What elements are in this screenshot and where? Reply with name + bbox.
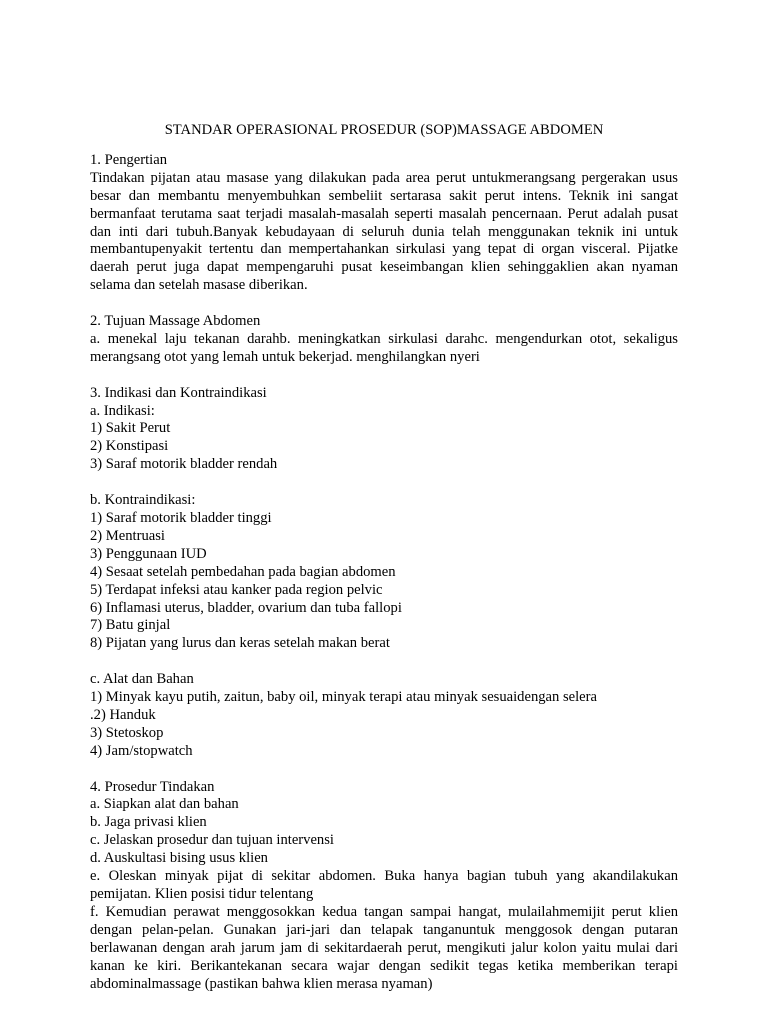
kontraindikasi-heading: b. Kontraindikasi: — [90, 492, 196, 509]
list-item: d. Auskultasi bising usus klien — [90, 850, 268, 867]
list-item: 1) Minyak kayu putih, zaitun, baby oil, minyak terapi atau minyak sesuaidengan selera — [90, 689, 597, 706]
section-pengertian — [90, 152, 678, 295]
list-item: 8) Pijatan yang lurus dan keras setelah makan berat — [90, 635, 390, 652]
prosedur-step-f: f. Kemudian perawat menggosokkan kedua tangan sampai hangat, mulailahmemijit perut klien dengan pelan-pelan. Gunakan jari-jari dan telapak tanganuntuk menggosok dengan putaran berlawanan dengan arah jarum jam di sekitardaerah perut, mengikuti jalur kolon yaitu mulai dari kanan ke kiri. Berikantekanan secara wajar dengan sedikit tegas ketika memberikan terapi abdominalmassage (pastikan bahwa klien merasa nyaman) — [90, 903, 678, 992]
alat-bahan-block — [90, 671, 678, 761]
section-tujuan — [90, 313, 678, 367]
list-item: 4) Jam/stopwatch — [90, 742, 193, 759]
alat-bahan-heading: c. Alat dan Bahan — [90, 671, 194, 688]
prosedur-list — [90, 796, 678, 868]
list-item: 1) Saraf motorik bladder tinggi — [90, 509, 272, 526]
document-title: STANDAR OPERASIONAL PROSEDUR (SOP)MASSAGE ABDOMEN — [164, 122, 604, 138]
kontraindikasi-block — [90, 492, 678, 653]
list-item: 7) Batu ginjal — [90, 617, 171, 634]
list-item: 5) Terdapat infeksi atau kanker pada region pelvic — [90, 581, 383, 598]
list-item: 4) Sesaat setelah pembedahan pada bagian abdomen — [90, 563, 396, 580]
kontraindikasi-list — [90, 510, 678, 653]
list-item: 2) Mentruasi — [90, 527, 165, 544]
alat-bahan-list — [90, 689, 678, 761]
section-heading: 2. Tujuan Massage Abdomen — [90, 313, 261, 330]
section-paragraph: Tindakan pijatan atau masase yang dilakukan pada area perut untukmerangsang pergerakan usus besar dan membantu menyembuhkan sembeliit sertarasa sakit perut intens. Teknik ini sangat bermanfaat terutama saat terjadi masalah-masalah seperti masalah pencernaan. Perut adalah pusat dan inti dari tubuh.Banyak kebudayaan di seluruh dunia telah menggunakan teknik ini untuk membantupenyakit tertentu dan mempertahankan sirkulasi yang tepat di organ visceral. Pijatke daerah perut juga dapat mempengaruhi pusat keseimbangan klien sehinggaklien akan nyaman selama dan setelah masase diberikan. — [90, 169, 678, 294]
section-heading: 1. Pengertian — [90, 151, 168, 168]
list-item: 3) Penggunaan IUD — [90, 545, 207, 562]
section-paragraph: a. menekal laju tekanan darahb. meningkatkan sirkulasi darahc. mengendurkan otot, sekaligus merangsang otot yang lemah untuk bekerjad. menghilangkan nyeri — [90, 330, 678, 365]
list-item: a. Siapkan alat dan bahan — [90, 796, 239, 813]
section-prosedur — [90, 779, 678, 994]
section-heading: 3. Indikasi dan Kontraindikasi — [90, 384, 267, 401]
list-item: 6) Inflamasi uterus, bladder, ovarium dan tuba fallopi — [90, 599, 402, 616]
list-item: 1) Sakit Perut — [90, 420, 171, 437]
section-indikasi — [90, 385, 678, 761]
section-heading: 4. Prosedur Tindakan — [90, 778, 215, 795]
indikasi-heading: a. Indikasi: — [90, 402, 155, 419]
list-item: 3) Saraf motorik bladder rendah — [90, 456, 278, 473]
list-item: .2) Handuk — [90, 706, 156, 723]
indikasi-block — [90, 403, 678, 475]
prosedur-step-e: e. Oleskan minyak pijat di sekitar abdomen. Buka hanya bagian tubuh yang akandilakukan pemijatan. Klien posisi tidur telentang — [90, 868, 678, 902]
list-item: 3) Stetoskop — [90, 724, 164, 741]
indikasi-list — [90, 420, 678, 474]
list-item: 2) Konstipasi — [90, 438, 169, 455]
list-item: b. Jaga privasi klien — [90, 814, 207, 831]
list-item: c. Jelaskan prosedur dan tujuan intervensi — [90, 832, 334, 849]
